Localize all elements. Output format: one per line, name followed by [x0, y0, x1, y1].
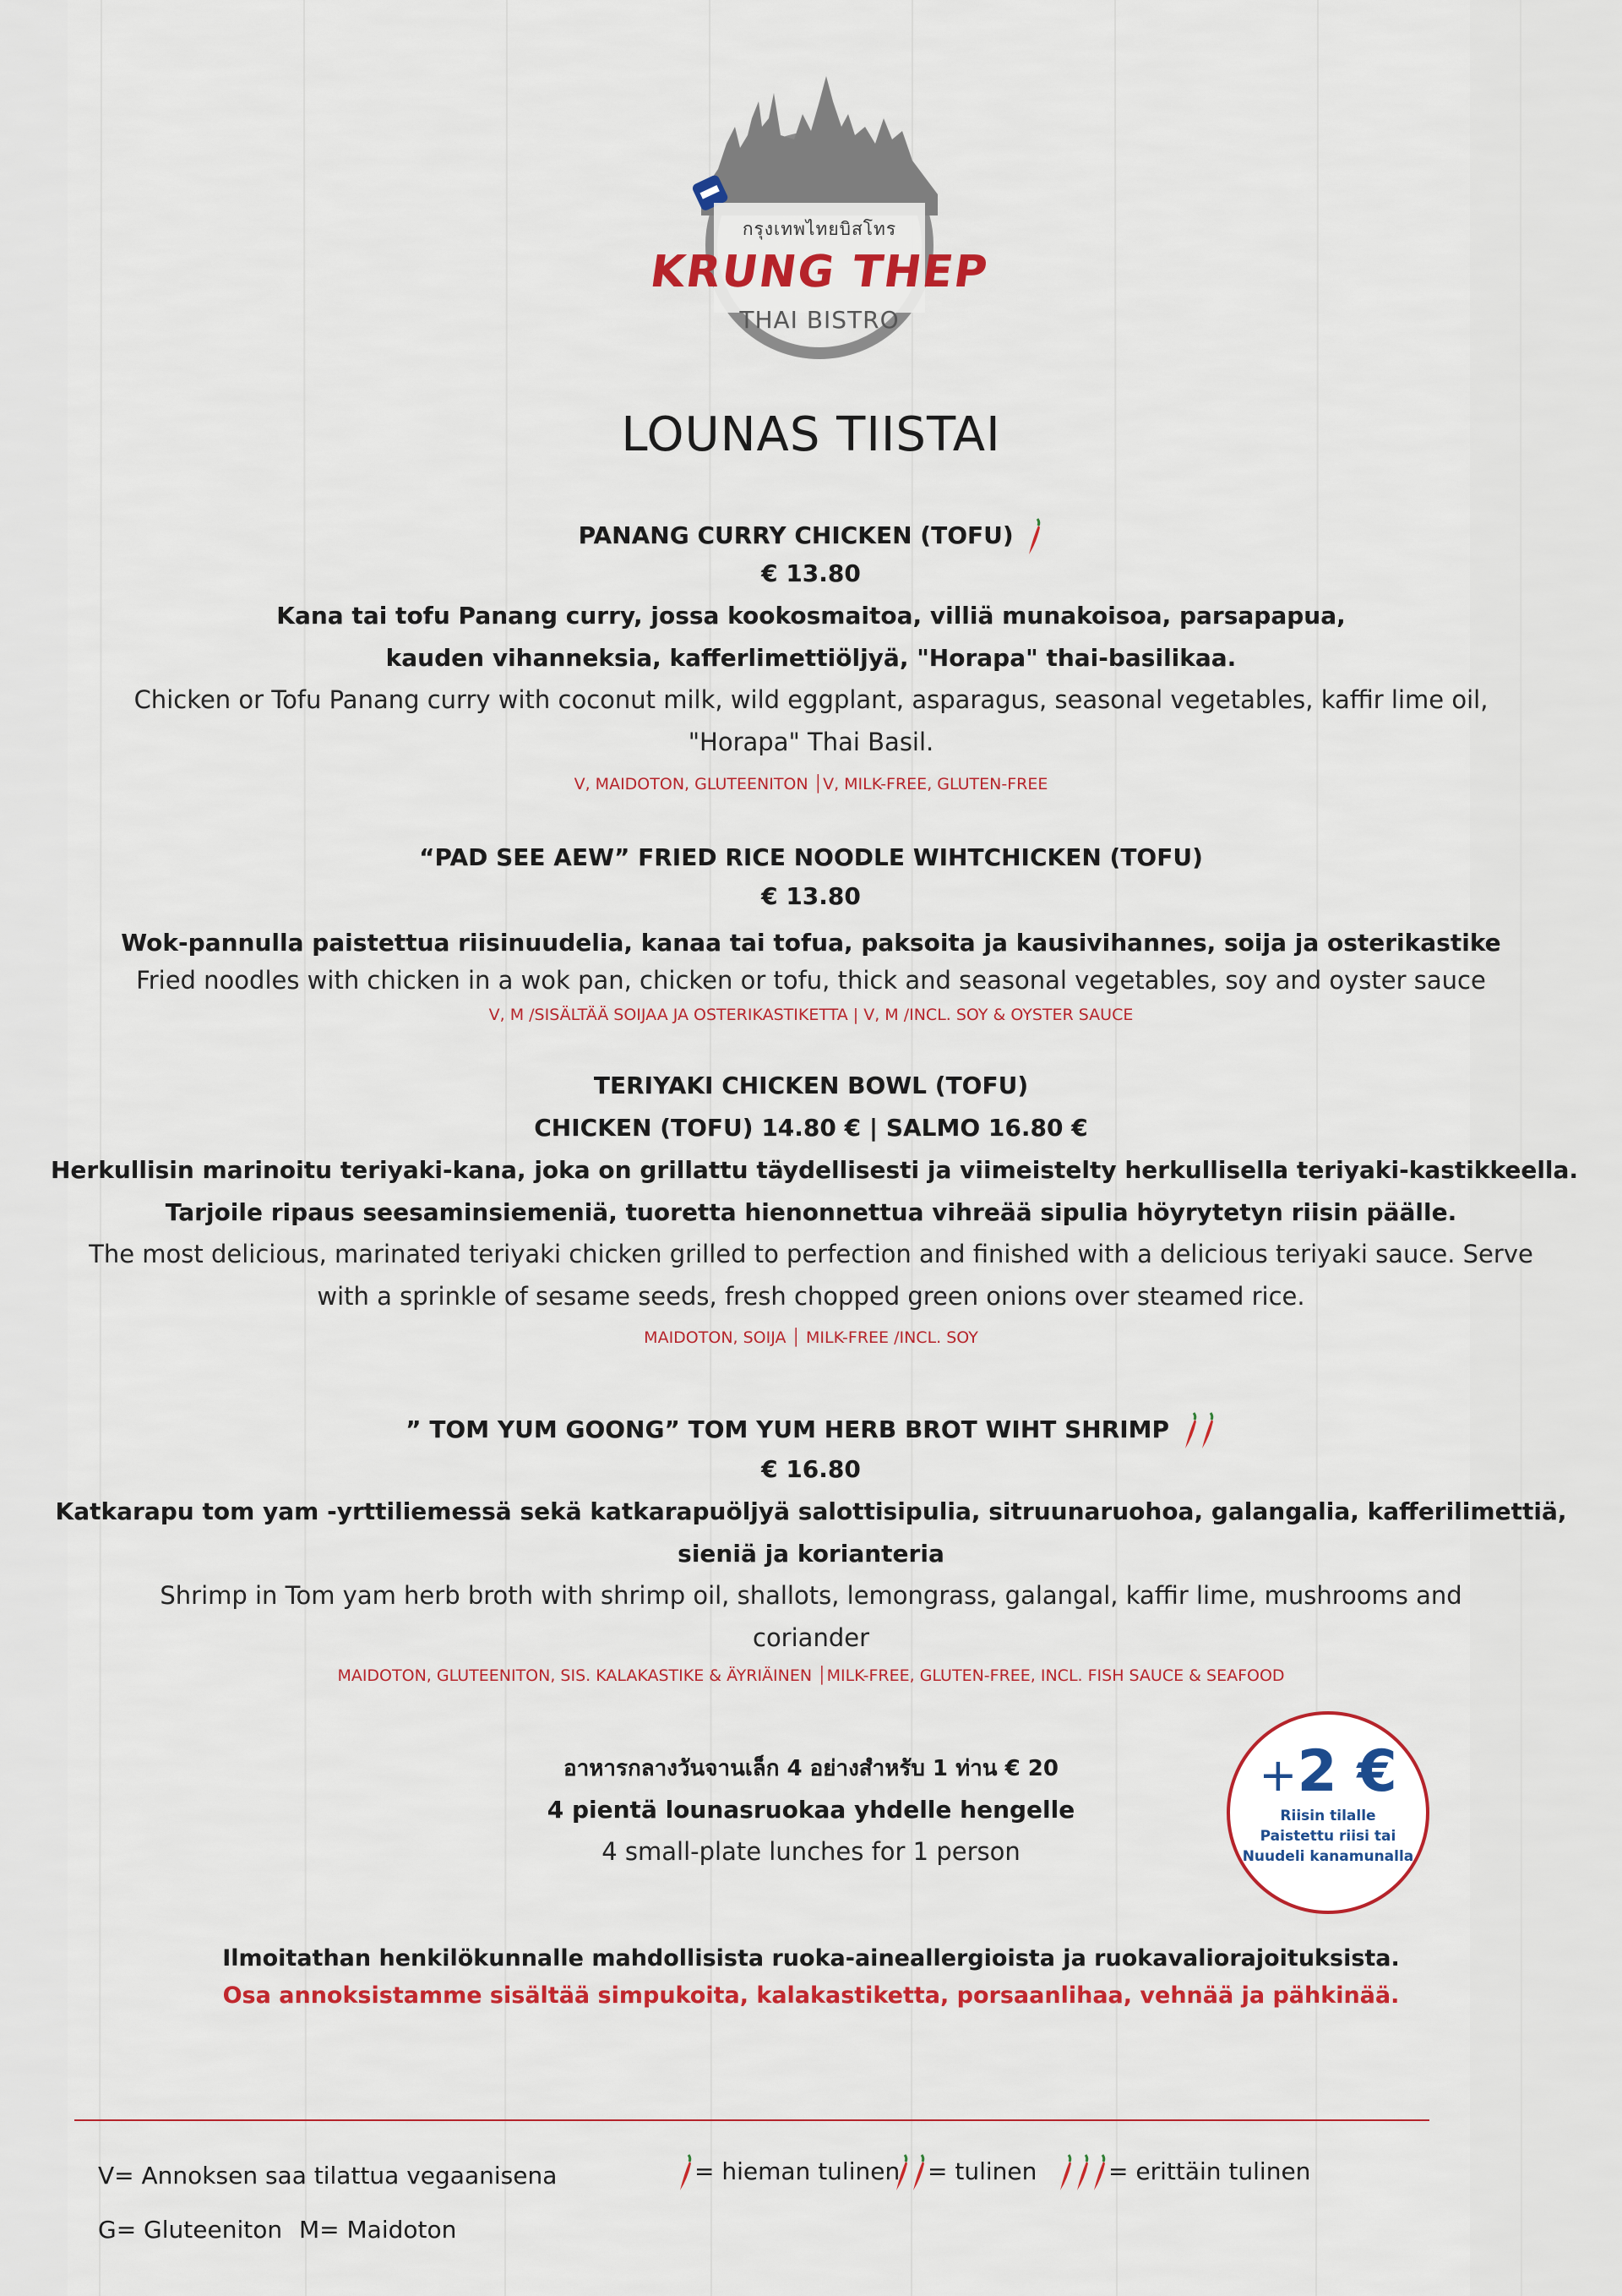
- dish-4-desc-fi-2: sieniä ja korianteria: [678, 1540, 944, 1568]
- dish-2-desc-fi: Wok-pannulla paistettua riisinuudelia, kanaa tai tofua, paksoita ja kausivihannes, soija ja osterikastike: [121, 929, 1501, 957]
- chili-pepper-icon: [1200, 1411, 1216, 1450]
- chili-pepper-icon: [1075, 2153, 1091, 2192]
- page-title: LOUNAS TIISTAI: [621, 407, 1001, 462]
- logo-thai-text: กรุงเทพไทยบิสโทร: [742, 219, 897, 239]
- dish-4-allergens: MAIDOTON, GLUTEENITON, SIS. KALAKASTIKE & ÄYRIÄINEN │MILK-FREE, GLUTEN-FREE, INCL. FISH SAUCE & SEAFOOD: [337, 1666, 1285, 1685]
- chili-pepper-icon: [1091, 2153, 1108, 2192]
- legend-very-hot: = erittäin tulinen: [1053, 2153, 1310, 2192]
- dish-1-desc-fi-1: Kana tai tofu Panang curry, jossa kookosmaitoa, villiä munakoisoa, parsapapua,: [276, 602, 1346, 630]
- legend-mild: = hieman tulinen: [672, 2153, 900, 2192]
- badge-line-2: Paistettu riisi tai: [1260, 1828, 1396, 1845]
- dish-2-name: “PAD SEE AEW” FRIED RICE NOODLE WIHTCHICKEN (TOFU): [419, 843, 1203, 871]
- extra-price-badge: [1227, 1711, 1429, 1914]
- dish-1-desc-en-1: Chicken or Tofu Panang curry with coconut milk, wild eggplant, asparagus, seasonal vegetables, kaffir lime oil,: [133, 685, 1489, 714]
- dish-3-desc-en-1: The most delicious, marinated teriyaki chicken grilled to perfection and finished with a delicious teriyaki sauce. Serve: [89, 1240, 1533, 1268]
- notice-line-2: Osa annoksistamme sisältää simpukoita, kalakastiketta, porsaanlihaa, vehnää ja pähkinää.: [222, 1982, 1400, 2009]
- badge-line-3: Nuudeli kanamunalla: [1242, 1848, 1414, 1865]
- dish-1-name: PANANG CURRY CHICKEN (TOFU): [51, 517, 1571, 556]
- legend-gluten: G= Gluteeniton: [98, 2216, 283, 2244]
- dish-4-desc-fi-1: Katkarapu tom yam -yrttiliemessä sekä katkarapuöljyä salottisipulia, sitruunaruohoa, galangalia, kafferilimettiä,: [55, 1497, 1567, 1525]
- legend-milk: M= Maidoton: [299, 2216, 457, 2244]
- chili-pepper-icon: [1026, 517, 1043, 556]
- set-menu-thai: อาหารกลางวันจานเล็ก 4 อย่างสำหรับ 1 ท่าน € 20: [563, 1756, 1059, 1781]
- badge-amount: +2 €: [1259, 1738, 1397, 1805]
- set-menu-fi: 4 pientä lounasruokaa yhdelle hengelle: [547, 1796, 1075, 1824]
- dish-3-desc-fi-2: Tarjoile ripaus seesaminsiemeniä, tuoretta hienonnettua vihreää sipulia höyrytetyn riisin päälle.: [165, 1198, 1457, 1226]
- badge-line-1: Riisin tilalle: [1280, 1808, 1376, 1824]
- dish-1-desc-en-2: "Horapa" Thai Basil.: [688, 728, 934, 756]
- dish-3-desc-fi-1: Herkullisin marinoitu teriyaki-kana, joka on grillattu täydellisesti ja viimeistelty herkullisella teriyaki-kastikkeella.: [51, 1156, 1579, 1184]
- logo-subtitle: THAI BISTRO: [739, 306, 900, 334]
- logo-name: KRUNG THEP: [647, 247, 992, 297]
- dish-4-desc-en-1: Shrimp in Tom yam herb broth with shrimp oil, shallots, lemongrass, galangal, kaffir lime, mushrooms and: [160, 1581, 1462, 1610]
- dish-3-allergens: MAIDOTON, SOIJA │ MILK-FREE /INCL. SOY: [644, 1328, 978, 1347]
- dish-1-desc-fi-2: kauden vihanneksia, kafferlimettiöljyä, "Horapa" thai-basilikaa.: [385, 644, 1237, 672]
- dish-2-allergens: V, M /SISÄLTÄÄ SOIJAA JA OSTERIKASTIKETTA | V, M /INCL. SOY & OYSTER SAUCE: [488, 1006, 1134, 1024]
- legend-hot: = tulinen: [889, 2153, 1037, 2192]
- chili-pepper-icon: [678, 2153, 694, 2192]
- chili-pepper-icon: [911, 2153, 928, 2192]
- dish-3-desc-en-2: with a sprinkle of sesame seeds, fresh chopped green onions over steamed rice.: [317, 1282, 1305, 1311]
- dish-1-allergens: V, MAIDOTON, GLUTEENITON │V, MILK-FREE, GLUTEN-FREE: [574, 775, 1048, 794]
- dish-4-price: € 16.80: [761, 1455, 861, 1483]
- dish-1-price: € 13.80: [761, 559, 861, 587]
- dish-2-price: € 13.80: [761, 882, 861, 910]
- legend-vegan: V= Annoksen saa tilattua vegaanisena: [98, 2162, 558, 2190]
- dish-4-desc-en-2: coriander: [753, 1623, 869, 1652]
- set-menu-en: 4 small-plate lunches for 1 person: [601, 1837, 1021, 1866]
- dish-3-price: CHICKEN (TOFU) 14.80 € | SALMO 16.80 €: [534, 1114, 1088, 1142]
- chili-pepper-icon: [894, 2153, 911, 2192]
- dish-2-desc-en: Fried noodles with chicken in a wok pan, chicken or tofu, thick and seasonal vegetables, soy and oyster sauce: [136, 966, 1486, 995]
- notice-line-1: Ilmoitathan henkilökunnalle mahdollisista ruoka-aineallergioista ja ruokavaliorajoituksista.: [222, 1945, 1400, 1972]
- dish-3-name: TERIYAKI CHICKEN BOWL (TOFU): [593, 1072, 1029, 1099]
- divider: [74, 2119, 1429, 2121]
- chili-pepper-icon: [1183, 1411, 1200, 1450]
- chili-pepper-icon: [1058, 2153, 1075, 2192]
- dish-4-name: ” TOM YUM GOONG” TOM YUM HERB BROT WIHT SHRIMP: [51, 1411, 1571, 1450]
